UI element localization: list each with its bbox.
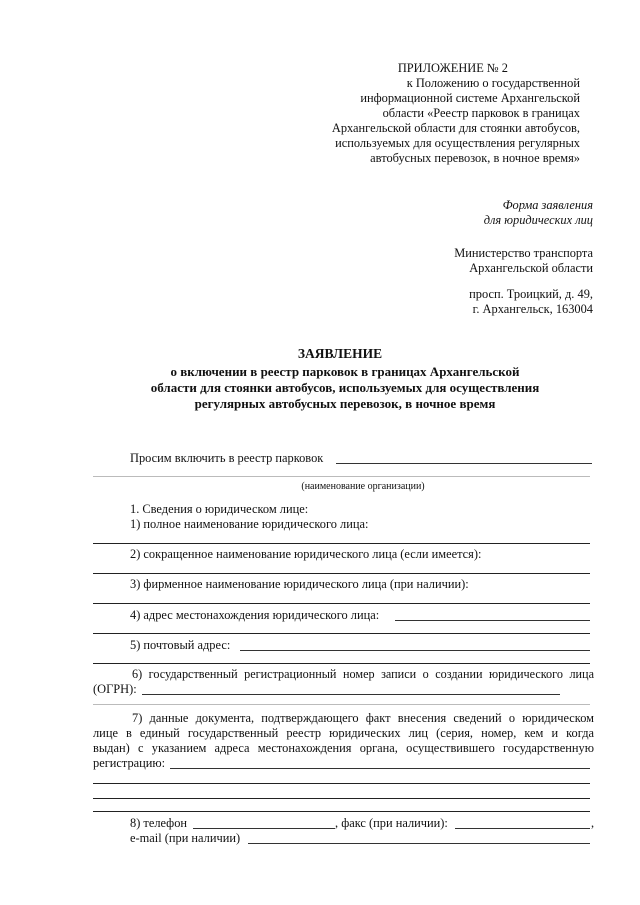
item7-line: выдан) с указанием адреса местонахождения органа, осуществившего государственную: [93, 741, 594, 755]
item7-field-line[interactable]: [93, 783, 590, 784]
item5-field[interactable]: [240, 650, 590, 651]
item1-label: 1) полное наименование юридического лица:: [130, 517, 369, 531]
appendix-line: информационной системе Архангельской: [360, 91, 580, 105]
item4-field[interactable]: [395, 620, 590, 621]
phone-field[interactable]: [193, 828, 335, 829]
section1-title: 1. Сведения о юридическом лице:: [130, 502, 309, 516]
item4-label: 4) адрес местонахождения юридического лица:: [130, 608, 380, 622]
item7-line: 7) данные документа, подтверждающего факт внесения сведений о юридическом: [132, 711, 594, 725]
item7-text: [93, 711, 594, 756]
item5-field-continuation[interactable]: [93, 663, 590, 664]
item7-line: лице в единый государственный реестр юридических лиц (серия, номер, кем и когда: [93, 726, 594, 740]
organization-caption: (наименование организации): [301, 481, 425, 492]
item5-label: 5) почтовый адрес:: [130, 638, 231, 652]
form-note-line: для юридических лиц: [483, 213, 593, 227]
divider: [93, 476, 590, 477]
heading-line: регулярных автобусных перевозок, в ночное время: [194, 396, 496, 411]
fax-comma: ,: [591, 816, 595, 830]
addressee-name: Министерство транспорта: [454, 246, 593, 260]
appendix-title: ПРИЛОЖЕНИЕ № 2: [397, 61, 508, 75]
appendix-line: используемых для осуществления регулярных: [335, 136, 580, 150]
addressee-name: Архангельской области: [469, 261, 593, 275]
appendix-line: области «Реестр парковок в границах: [382, 106, 580, 120]
item7-field-line[interactable]: [93, 798, 590, 799]
email-field[interactable]: [248, 843, 590, 844]
fax-field[interactable]: [455, 828, 590, 829]
item4-field-continuation[interactable]: [93, 633, 590, 634]
item1-field[interactable]: [93, 543, 590, 544]
item3-field[interactable]: [93, 603, 590, 604]
addressee-address: просп. Троицкий, д. 49,: [469, 287, 593, 301]
item7-field-line[interactable]: [93, 811, 590, 812]
organization-name-field[interactable]: [336, 463, 592, 464]
heading-line: о включении в реестр парковок в границах Архангельской: [170, 364, 520, 379]
ogrn-field[interactable]: [142, 694, 560, 695]
email-label: e-mail (при наличии): [130, 831, 241, 845]
item6-label: 6) государственный регистрационный номер записи о создании юридического лица: [132, 667, 594, 681]
request-label: Просим включить в реестр парковок: [130, 451, 324, 465]
item6-label-cont: (ОГРН):: [93, 682, 137, 696]
form-note-line: Форма заявления: [502, 198, 593, 212]
appendix-line: к Положению о государственной: [406, 76, 580, 90]
item2-field[interactable]: [93, 573, 590, 574]
item7-field[interactable]: [170, 768, 590, 769]
addressee-address: г. Архангельск, 163004: [472, 302, 593, 316]
document-title: ЗАЯВЛЕНИЕ: [297, 346, 383, 361]
item7-last-label: регистрацию:: [93, 756, 166, 770]
fax-label: , факс (при наличии):: [335, 816, 448, 830]
phone-label: 8) телефон: [130, 816, 188, 830]
divider: [93, 704, 590, 705]
appendix-line: Архангельской области для стоянки автобусов,: [331, 121, 580, 135]
heading-line: области для стоянки автобусов, используемых для осуществления: [150, 380, 540, 395]
appendix-line: автобусных перевозок, в ночное время»: [370, 151, 580, 165]
item2-label: 2) сокращенное наименование юридического лица (если имеется):: [130, 547, 482, 561]
item3-label: 3) фирменное наименование юридического лица (при наличии):: [130, 577, 469, 591]
